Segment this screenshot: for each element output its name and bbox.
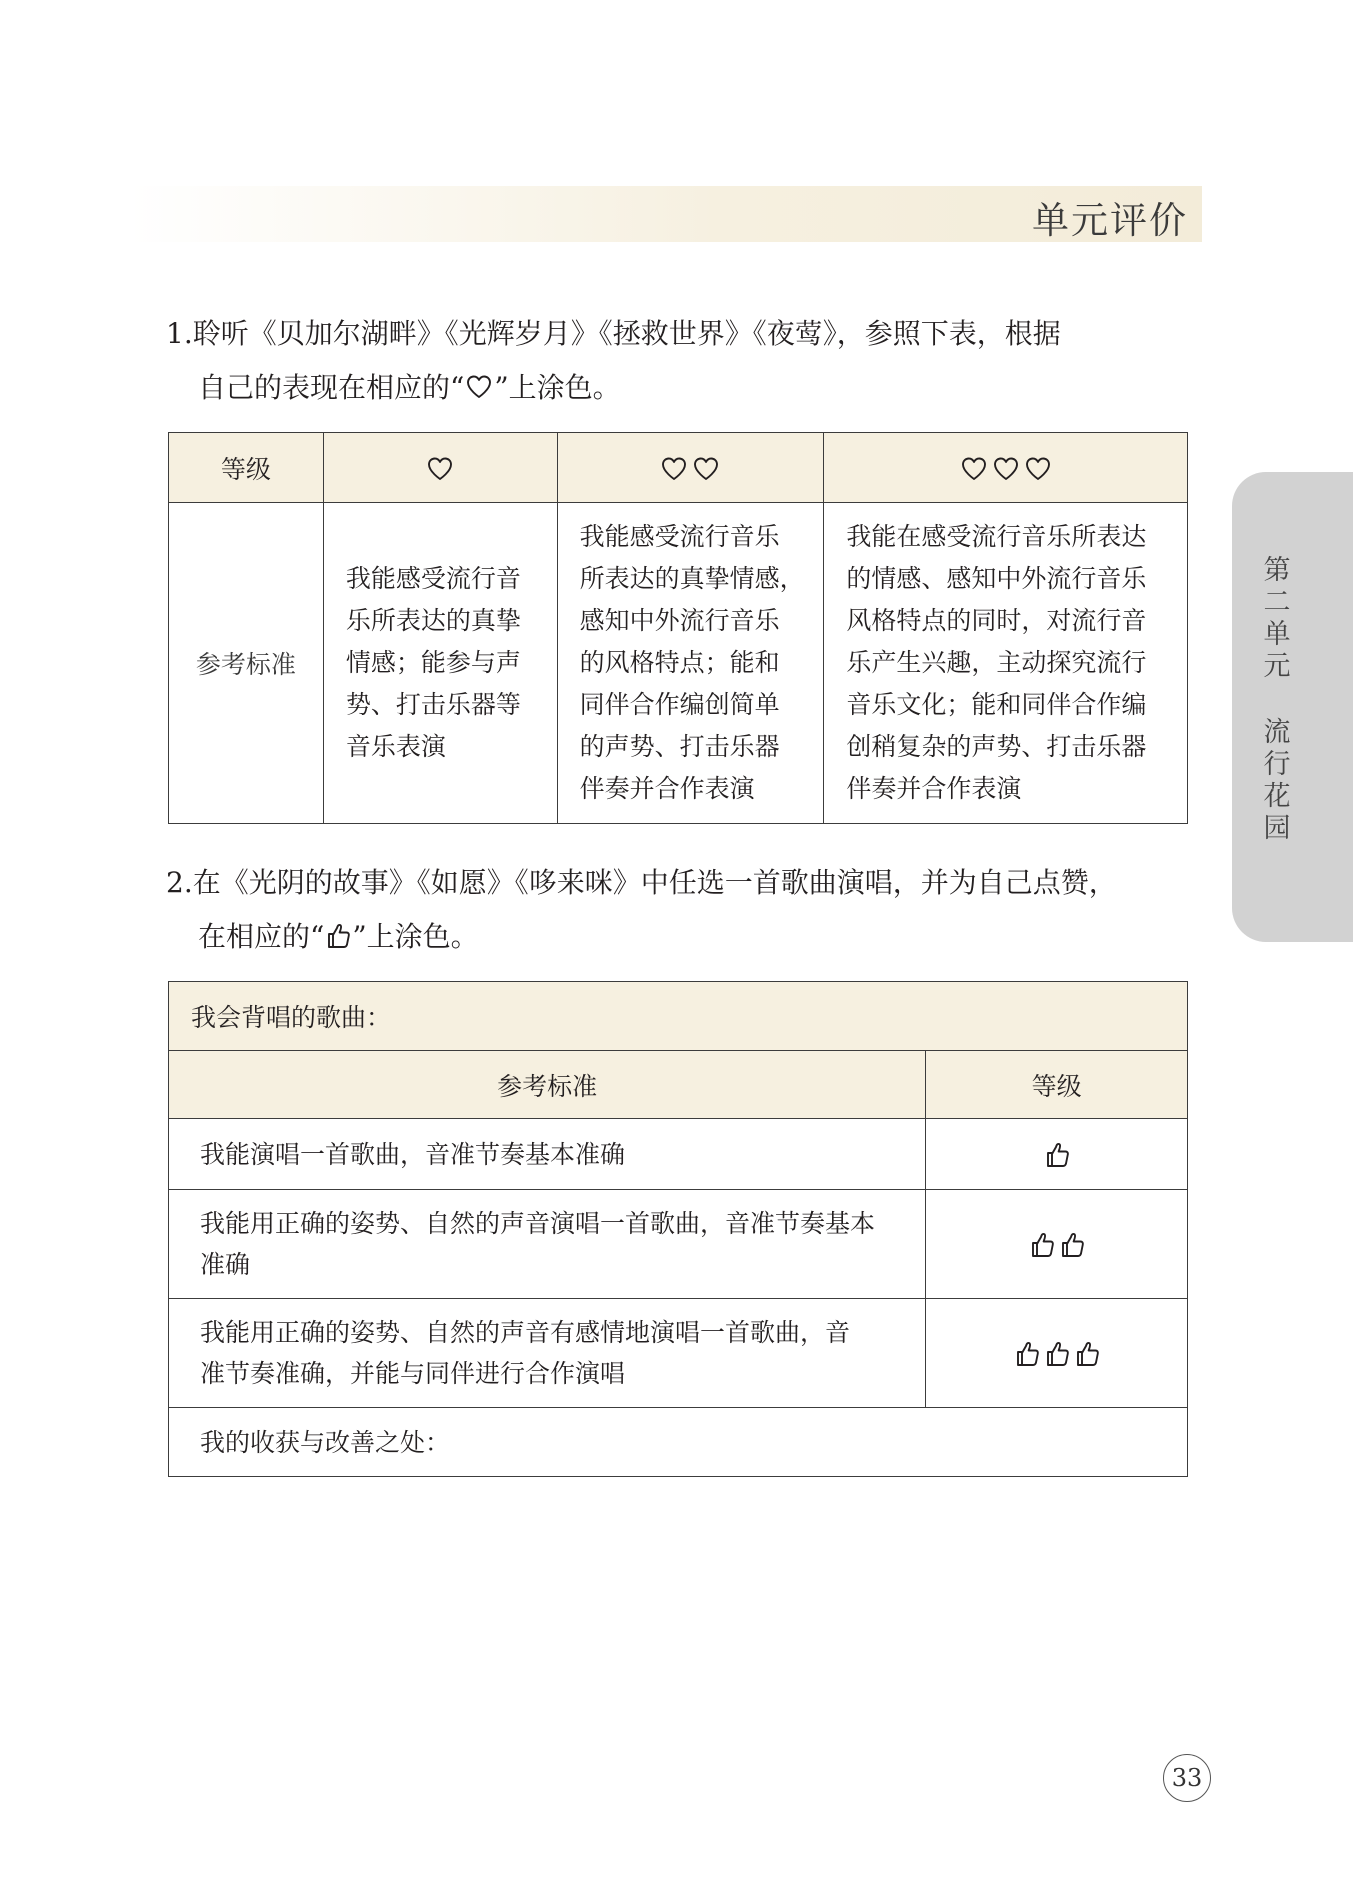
text-line: 伴奏并合作表演	[846, 774, 1022, 803]
question-2	[166, 856, 1196, 968]
rating-header-row	[169, 433, 1188, 503]
thumbs-up-icons	[1013, 1340, 1101, 1368]
criteria-level-1	[323, 503, 557, 824]
question-text-line1: 聆听《贝加尔湖畔》《光辉岁月》《拯救世界》《夜莺》，参照下表，根据	[192, 317, 1061, 350]
heart-outline-icon	[991, 455, 1021, 483]
thumbs-up-outline-icon	[1043, 1141, 1071, 1169]
unit-theme: 流行花园	[1263, 717, 1291, 844]
grade-label: 等级	[169, 433, 324, 503]
text-line: 所表达的真挚情感，	[579, 564, 805, 593]
criteria-text	[169, 1190, 926, 1299]
text-line: 的风格特点；能和	[579, 648, 780, 677]
heart-outline-icon	[691, 455, 721, 483]
text-line: 我能演唱一首歌曲，音准节奏基本准确	[200, 1139, 626, 1169]
table2-header-row	[169, 1051, 1188, 1119]
text-line: 同伴合作编创简单	[579, 690, 780, 719]
unit-name: 第二单元	[1263, 555, 1291, 682]
heart-outline-icon	[464, 373, 494, 401]
page-number: 33	[1163, 1754, 1211, 1802]
heart-rating-icons	[425, 455, 455, 483]
rating-table-1	[168, 432, 1188, 824]
text-before-icon: 在相应的“	[198, 920, 325, 953]
text-after-icon: ”上涂色。	[494, 371, 621, 404]
criteria-row	[169, 1190, 1188, 1299]
text-line: 我能感受流行音	[345, 564, 521, 593]
question-number: 2.	[166, 866, 193, 899]
thumbs-up-outline-icon	[1073, 1340, 1101, 1368]
criteria-row	[169, 1299, 1188, 1408]
question-text-line2	[166, 361, 1196, 419]
criteria-row	[169, 503, 1188, 824]
text-line: 情感；能参与声	[345, 648, 521, 677]
heart-rating-icons	[659, 455, 721, 483]
question-1	[166, 307, 1196, 419]
heart-outline-icon	[464, 365, 494, 419]
text-line: 音乐文化；能和同伴合作编	[846, 690, 1147, 719]
reflection-row	[169, 1408, 1188, 1477]
grade-one-heart[interactable]	[323, 433, 557, 503]
text-line: 创稍复杂的声势、打击乐器	[846, 732, 1147, 761]
text-line: 准确	[200, 1250, 251, 1279]
heart-outline-icon	[1023, 455, 1053, 483]
thumbs-up-outline-icon	[1043, 1340, 1071, 1368]
thumbs-up-icons	[1043, 1141, 1071, 1169]
text-after-icon: ”上涂色。	[352, 920, 479, 953]
criteria-level-2	[557, 503, 824, 824]
reflection-field[interactable]: 我的收获与改善之处：	[169, 1408, 1188, 1477]
criteria-text	[169, 1299, 926, 1408]
text-line: 的声势、打击乐器	[579, 732, 780, 761]
criteria-row	[169, 1119, 1188, 1190]
heart-outline-icon	[659, 455, 689, 483]
song-prompt-field[interactable]: 我会背唱的歌曲：	[169, 982, 1188, 1051]
criteria-level-3	[824, 503, 1188, 824]
text-line: 乐所表达的真挚	[345, 606, 521, 635]
thumbs-up-outline-icon	[324, 922, 352, 950]
criteria-header: 参考标准	[169, 1051, 926, 1119]
thumbs-up-outline-icon	[1058, 1231, 1086, 1259]
thumbs-up-outline-icon	[1013, 1340, 1041, 1368]
heart-outline-icon	[959, 455, 989, 483]
text-line: 的情感、感知中外流行音乐	[846, 564, 1147, 593]
text-line: 准节奏准确，并能与同伴进行合作演唱	[200, 1359, 626, 1388]
grade-three-hearts[interactable]	[824, 433, 1188, 503]
thumbs-rating[interactable]	[926, 1190, 1188, 1299]
question-text-line2	[166, 910, 1196, 968]
unit-side-tab	[1232, 472, 1353, 942]
grade-header: 等级	[926, 1051, 1188, 1119]
section-title: 单元评价	[1032, 199, 1188, 242]
unit-side-label	[1262, 555, 1292, 845]
text-line: 伴奏并合作表演	[579, 774, 755, 803]
text-line: 音乐表演	[345, 732, 446, 761]
thumbs-up-outline-icon	[324, 914, 352, 968]
text-line: 我能感受流行音乐	[579, 522, 780, 551]
song-prompt-row	[169, 982, 1188, 1051]
text-line: 我能在感受流行音乐所表达	[846, 522, 1147, 551]
text-line: 风格特点的同时，对流行音	[846, 606, 1147, 635]
section-title-band	[130, 186, 1202, 242]
question-text-line1: 在《光阴的故事》《如愿》《哆来咪》中任选一首歌曲演唱，并为自己点赞，	[192, 866, 1117, 899]
text-line: 我能用正确的姿势、自然的声音演唱一首歌曲，音准节奏基本	[200, 1209, 876, 1238]
text-line: 我能用正确的姿势、自然的声音有感情地演唱一首歌曲，音	[200, 1318, 851, 1347]
grade-two-hearts[interactable]	[557, 433, 824, 503]
text-before-icon: 自己的表现在相应的“	[198, 371, 465, 404]
criteria-label: 参考标准	[169, 503, 324, 824]
criteria-text	[169, 1119, 926, 1190]
heart-outline-icon	[425, 455, 455, 483]
heart-rating-icons	[959, 455, 1053, 483]
text-line: 乐产生兴趣，主动探究流行	[846, 648, 1147, 677]
thumbs-rating[interactable]	[926, 1119, 1188, 1190]
text-line: 势、打击乐器等	[345, 690, 521, 719]
thumbs-rating[interactable]	[926, 1299, 1188, 1408]
thumbs-up-icons	[1028, 1231, 1086, 1259]
rating-table-2	[168, 981, 1188, 1477]
text-line: 感知中外流行音乐	[579, 606, 780, 635]
question-number: 1.	[166, 317, 193, 350]
thumbs-up-outline-icon	[1028, 1231, 1056, 1259]
